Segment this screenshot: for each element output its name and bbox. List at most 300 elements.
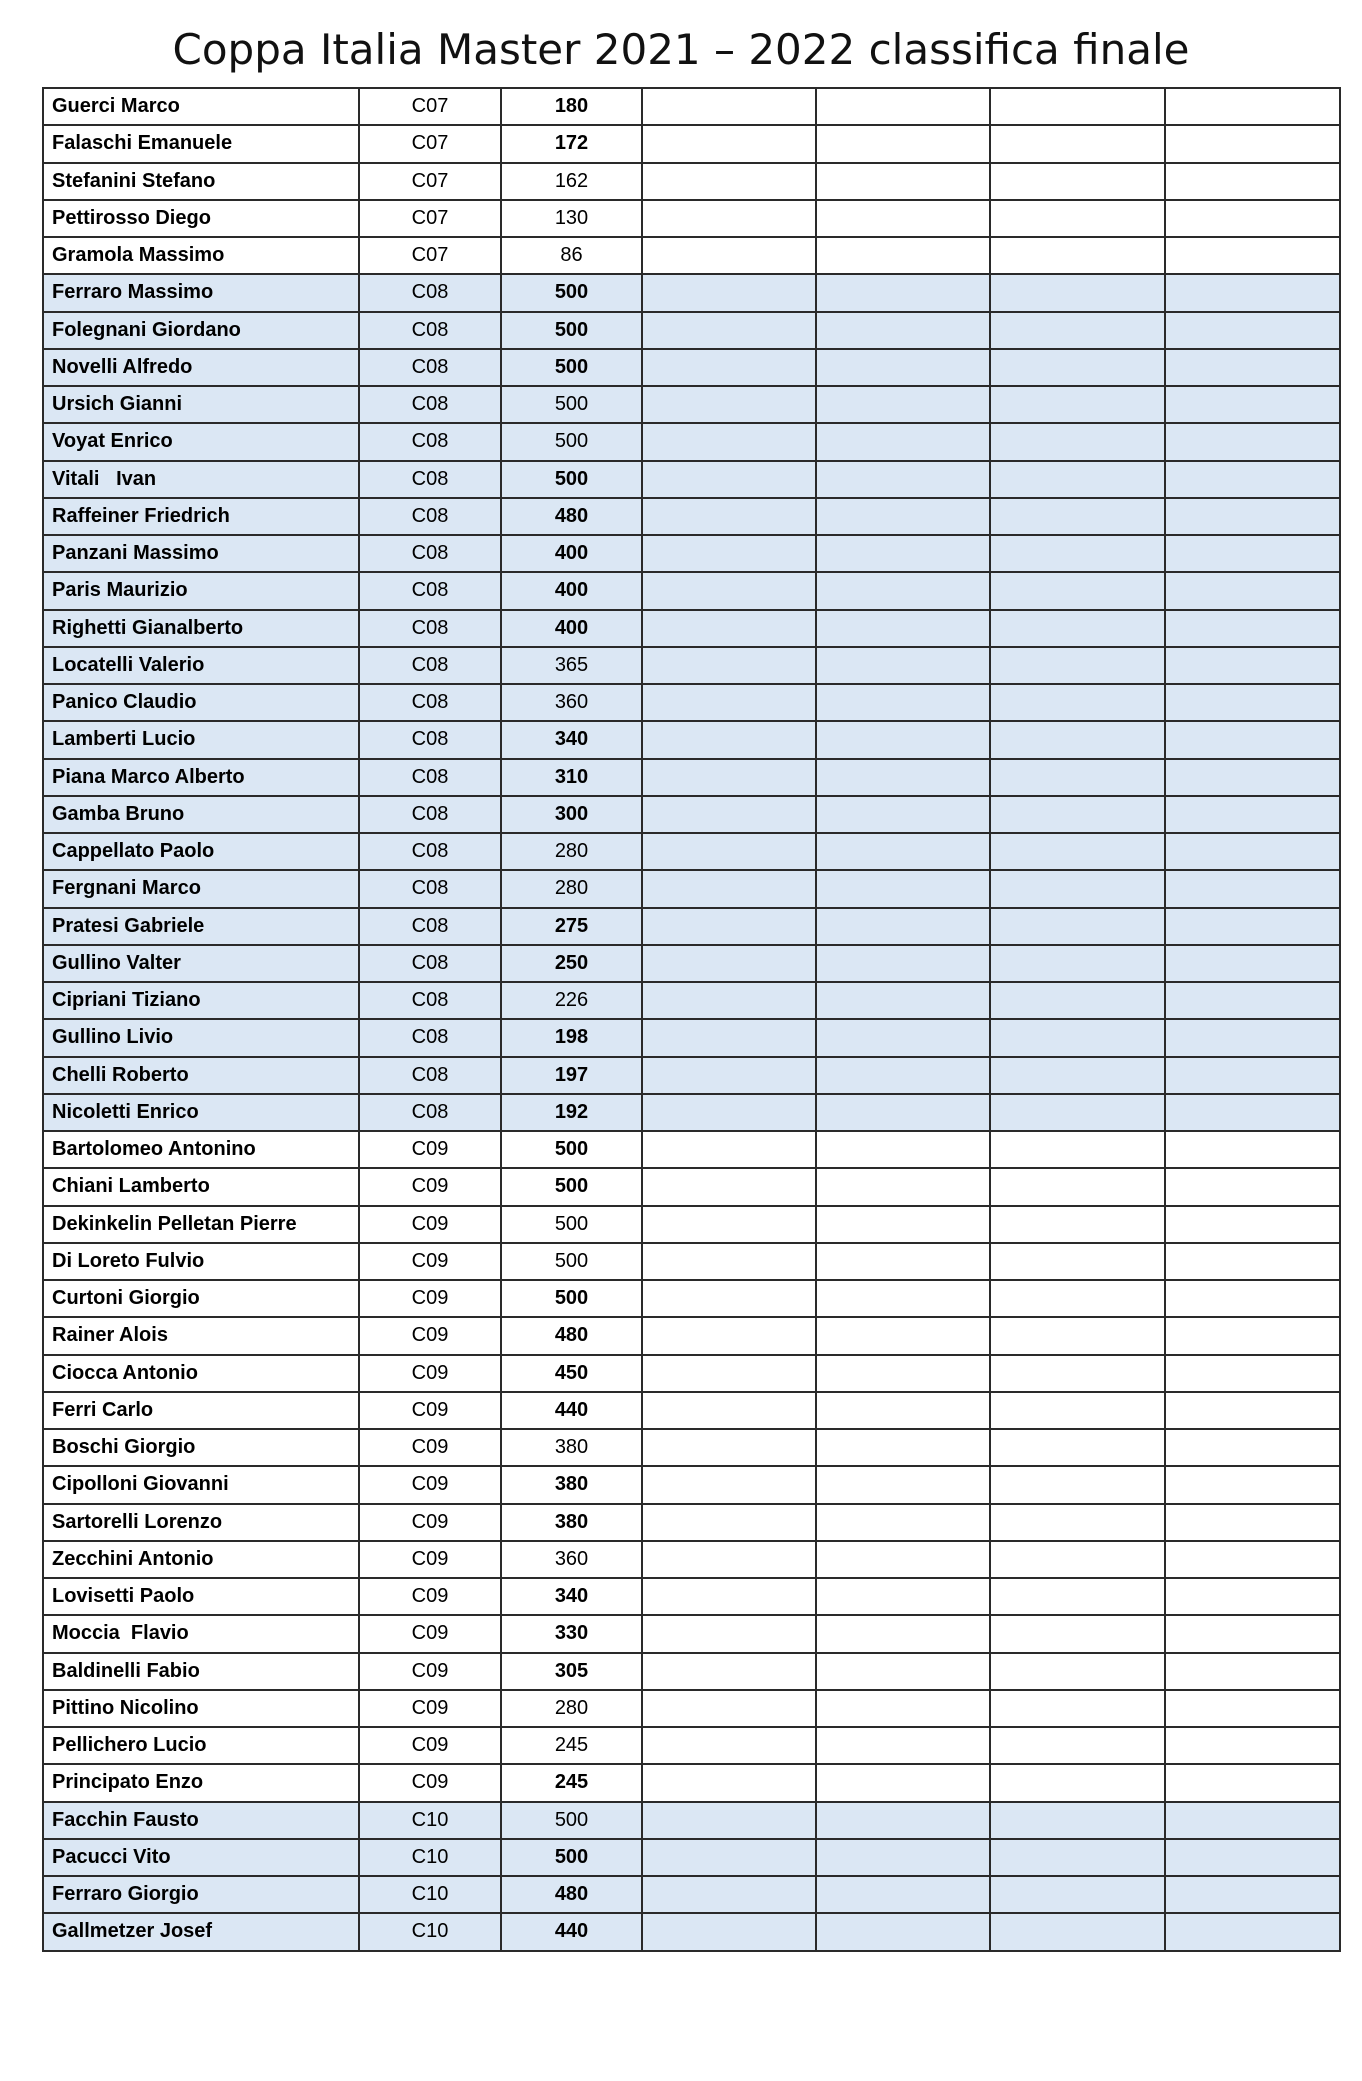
category-cell: C08	[359, 759, 501, 796]
table-row	[43, 461, 1340, 498]
empty-cell	[816, 1653, 990, 1690]
athlete-name: Rainer Alois	[43, 1317, 359, 1354]
points-cell: 365	[501, 647, 642, 684]
table-row	[43, 1392, 1340, 1429]
empty-cell	[990, 1578, 1165, 1615]
table-row	[43, 1653, 1340, 1690]
empty-cell	[1165, 1019, 1340, 1056]
empty-cell	[990, 237, 1165, 274]
category-cell: C09	[359, 1764, 501, 1801]
table-row	[43, 200, 1340, 237]
table-row	[43, 1206, 1340, 1243]
points-cell: 500	[501, 1280, 642, 1317]
athlete-name: Stefanini Stefano	[43, 163, 359, 200]
athlete-name: Pacucci Vito	[43, 1839, 359, 1876]
points-cell: 450	[501, 1355, 642, 1392]
athlete-name: Panico Claudio	[43, 684, 359, 721]
empty-cell	[1165, 982, 1340, 1019]
empty-cell	[1165, 163, 1340, 200]
empty-cell	[816, 1541, 990, 1578]
empty-cell	[1165, 1727, 1340, 1764]
empty-cell	[1165, 274, 1340, 311]
empty-cell	[642, 1615, 816, 1652]
empty-cell	[990, 125, 1165, 162]
empty-cell	[990, 1727, 1165, 1764]
empty-cell	[1165, 1802, 1340, 1839]
points-cell: 180	[501, 88, 642, 125]
athlete-name: Fergnani Marco	[43, 870, 359, 907]
standings-table	[42, 87, 1341, 1952]
empty-cell	[990, 535, 1165, 572]
athlete-name: Cipolloni Giovanni	[43, 1466, 359, 1503]
points-cell: 275	[501, 908, 642, 945]
table-row	[43, 908, 1340, 945]
category-cell: C09	[359, 1317, 501, 1354]
empty-cell	[990, 982, 1165, 1019]
athlete-name: Chelli Roberto	[43, 1057, 359, 1094]
empty-cell	[816, 423, 990, 460]
athlete-name: Pettirosso Diego	[43, 200, 359, 237]
table-row	[43, 498, 1340, 535]
empty-cell	[1165, 535, 1340, 572]
empty-cell	[816, 461, 990, 498]
empty-cell	[642, 200, 816, 237]
table-row	[43, 1839, 1340, 1876]
empty-cell	[642, 796, 816, 833]
empty-cell	[642, 1057, 816, 1094]
table-row	[43, 1429, 1340, 1466]
empty-cell	[990, 684, 1165, 721]
empty-cell	[642, 721, 816, 758]
athlete-name: Bartolomeo Antonino	[43, 1131, 359, 1168]
empty-cell	[816, 386, 990, 423]
category-cell: C10	[359, 1876, 501, 1913]
points-cell: 500	[501, 274, 642, 311]
points-cell: 500	[501, 1131, 642, 1168]
empty-cell	[990, 1392, 1165, 1429]
empty-cell	[816, 982, 990, 1019]
empty-cell	[1165, 237, 1340, 274]
athlete-name: Principato Enzo	[43, 1764, 359, 1801]
empty-cell	[642, 498, 816, 535]
table-row	[43, 237, 1340, 274]
empty-cell	[1165, 312, 1340, 349]
athlete-name: Novelli Alfredo	[43, 349, 359, 386]
athlete-name: Ciocca Antonio	[43, 1355, 359, 1392]
category-cell: C08	[359, 535, 501, 572]
table-row	[43, 274, 1340, 311]
empty-cell	[642, 1690, 816, 1727]
empty-cell	[816, 312, 990, 349]
points-cell: 340	[501, 721, 642, 758]
athlete-name: Lovisetti Paolo	[43, 1578, 359, 1615]
athlete-name: Panzani Massimo	[43, 535, 359, 572]
empty-cell	[816, 1615, 990, 1652]
points-cell: 162	[501, 163, 642, 200]
table-row	[43, 1317, 1340, 1354]
category-cell: C08	[359, 423, 501, 460]
table-row	[43, 1094, 1340, 1131]
empty-cell	[1165, 908, 1340, 945]
athlete-name: Moccia Flavio	[43, 1615, 359, 1652]
empty-cell	[816, 498, 990, 535]
athlete-name: Nicoletti Enrico	[43, 1094, 359, 1131]
empty-cell	[816, 796, 990, 833]
empty-cell	[642, 1355, 816, 1392]
category-cell: C07	[359, 88, 501, 125]
empty-cell	[990, 1317, 1165, 1354]
table-row	[43, 684, 1340, 721]
category-cell: C07	[359, 163, 501, 200]
points-cell: 86	[501, 237, 642, 274]
category-cell: C09	[359, 1168, 501, 1205]
points-cell: 330	[501, 1615, 642, 1652]
empty-cell	[1165, 1913, 1340, 1950]
points-cell: 500	[501, 1802, 642, 1839]
empty-cell	[642, 1653, 816, 1690]
empty-cell	[990, 833, 1165, 870]
category-cell: C08	[359, 870, 501, 907]
empty-cell	[990, 945, 1165, 982]
table-row	[43, 647, 1340, 684]
athlete-name: Di Loreto Fulvio	[43, 1243, 359, 1280]
empty-cell	[990, 647, 1165, 684]
empty-cell	[642, 870, 816, 907]
empty-cell	[642, 1541, 816, 1578]
points-cell: 360	[501, 684, 642, 721]
points-cell: 300	[501, 796, 642, 833]
table-row	[43, 312, 1340, 349]
standings-body	[43, 88, 1340, 1951]
athlete-name: Ferraro Massimo	[43, 274, 359, 311]
points-cell: 280	[501, 833, 642, 870]
category-cell: C09	[359, 1615, 501, 1652]
empty-cell	[990, 498, 1165, 535]
table-row	[43, 833, 1340, 870]
table-row	[43, 1541, 1340, 1578]
points-cell: 310	[501, 759, 642, 796]
empty-cell	[1165, 1466, 1340, 1503]
empty-cell	[1165, 1578, 1340, 1615]
empty-cell	[990, 1355, 1165, 1392]
points-cell: 130	[501, 200, 642, 237]
points-cell: 192	[501, 1094, 642, 1131]
empty-cell	[990, 796, 1165, 833]
empty-cell	[642, 1466, 816, 1503]
empty-cell	[816, 945, 990, 982]
empty-cell	[816, 1206, 990, 1243]
empty-cell	[990, 1541, 1165, 1578]
category-cell: C08	[359, 498, 501, 535]
table-row	[43, 88, 1340, 125]
athlete-name: Pellichero Lucio	[43, 1727, 359, 1764]
empty-cell	[816, 1392, 990, 1429]
table-row	[43, 1131, 1340, 1168]
table-row	[43, 1913, 1340, 1950]
empty-cell	[642, 1578, 816, 1615]
empty-cell	[990, 1876, 1165, 1913]
category-cell: C09	[359, 1355, 501, 1392]
empty-cell	[642, 1764, 816, 1801]
empty-cell	[1165, 1355, 1340, 1392]
category-cell: C09	[359, 1131, 501, 1168]
athlete-name: Piana Marco Alberto	[43, 759, 359, 796]
points-cell: 198	[501, 1019, 642, 1056]
points-cell: 380	[501, 1429, 642, 1466]
category-cell: C07	[359, 200, 501, 237]
empty-cell	[990, 1131, 1165, 1168]
empty-cell	[816, 1057, 990, 1094]
empty-cell	[642, 1094, 816, 1131]
empty-cell	[816, 1839, 990, 1876]
empty-cell	[1165, 684, 1340, 721]
category-cell: C08	[359, 833, 501, 870]
empty-cell	[990, 423, 1165, 460]
athlete-name: Gullino Valter	[43, 945, 359, 982]
empty-cell	[990, 908, 1165, 945]
empty-cell	[642, 237, 816, 274]
category-cell: C08	[359, 1094, 501, 1131]
empty-cell	[642, 312, 816, 349]
athlete-name: Folegnani Giordano	[43, 312, 359, 349]
category-cell: C08	[359, 349, 501, 386]
athlete-name: Righetti Gianalberto	[43, 610, 359, 647]
empty-cell	[990, 163, 1165, 200]
category-cell: C09	[359, 1727, 501, 1764]
empty-cell	[990, 1094, 1165, 1131]
empty-cell	[990, 610, 1165, 647]
table-row	[43, 1466, 1340, 1503]
table-row	[43, 1615, 1340, 1652]
empty-cell	[816, 1243, 990, 1280]
athlete-name: Zecchini Antonio	[43, 1541, 359, 1578]
empty-cell	[816, 1094, 990, 1131]
table-row	[43, 1504, 1340, 1541]
empty-cell	[642, 1206, 816, 1243]
athlete-name: Baldinelli Fabio	[43, 1653, 359, 1690]
empty-cell	[642, 1876, 816, 1913]
table-row	[43, 1690, 1340, 1727]
empty-cell	[990, 312, 1165, 349]
athlete-name: Facchin Fausto	[43, 1802, 359, 1839]
table-row	[43, 572, 1340, 609]
empty-cell	[642, 1019, 816, 1056]
table-row	[43, 125, 1340, 162]
empty-cell	[1165, 1876, 1340, 1913]
empty-cell	[816, 1131, 990, 1168]
category-cell: C08	[359, 274, 501, 311]
empty-cell	[816, 535, 990, 572]
empty-cell	[816, 1802, 990, 1839]
empty-cell	[642, 461, 816, 498]
empty-cell	[990, 721, 1165, 758]
empty-cell	[816, 1429, 990, 1466]
points-cell: 500	[501, 1206, 642, 1243]
points-cell: 500	[501, 1168, 642, 1205]
points-cell: 440	[501, 1392, 642, 1429]
empty-cell	[990, 759, 1165, 796]
empty-cell	[642, 423, 816, 460]
table-row	[43, 386, 1340, 423]
athlete-name: Cappellato Paolo	[43, 833, 359, 870]
empty-cell	[990, 274, 1165, 311]
category-cell: C08	[359, 982, 501, 1019]
empty-cell	[1165, 1504, 1340, 1541]
points-cell: 400	[501, 572, 642, 609]
empty-cell	[1165, 1690, 1340, 1727]
empty-cell	[1165, 498, 1340, 535]
empty-cell	[816, 1727, 990, 1764]
empty-cell	[816, 833, 990, 870]
category-cell: C08	[359, 386, 501, 423]
points-cell: 280	[501, 870, 642, 907]
athlete-name: Cipriani Tiziano	[43, 982, 359, 1019]
empty-cell	[816, 1280, 990, 1317]
category-cell: C09	[359, 1466, 501, 1503]
table-row	[43, 349, 1340, 386]
table-row	[43, 796, 1340, 833]
empty-cell	[990, 200, 1165, 237]
athlete-name: Falaschi Emanuele	[43, 125, 359, 162]
empty-cell	[642, 945, 816, 982]
empty-cell	[642, 274, 816, 311]
points-cell: 380	[501, 1466, 642, 1503]
table-row	[43, 1280, 1340, 1317]
table-row	[43, 759, 1340, 796]
category-cell: C09	[359, 1243, 501, 1280]
table-row	[43, 1057, 1340, 1094]
table-row	[43, 1802, 1340, 1839]
athlete-name: Chiani Lamberto	[43, 1168, 359, 1205]
table-row	[43, 982, 1340, 1019]
empty-cell	[642, 684, 816, 721]
empty-cell	[1165, 572, 1340, 609]
empty-cell	[816, 1578, 990, 1615]
empty-cell	[642, 833, 816, 870]
empty-cell	[642, 572, 816, 609]
empty-cell	[642, 1429, 816, 1466]
table-row	[43, 1578, 1340, 1615]
category-cell: C10	[359, 1802, 501, 1839]
table-row	[43, 610, 1340, 647]
points-cell: 360	[501, 1541, 642, 1578]
empty-cell	[642, 610, 816, 647]
points-cell: 500	[501, 1839, 642, 1876]
empty-cell	[816, 1913, 990, 1950]
points-cell: 340	[501, 1578, 642, 1615]
points-cell: 480	[501, 1876, 642, 1913]
empty-cell	[642, 125, 816, 162]
empty-cell	[816, 1355, 990, 1392]
athlete-name: Paris Maurizio	[43, 572, 359, 609]
athlete-name: Vitali Ivan	[43, 461, 359, 498]
empty-cell	[1165, 833, 1340, 870]
empty-cell	[1165, 1615, 1340, 1652]
category-cell: C08	[359, 945, 501, 982]
empty-cell	[990, 870, 1165, 907]
empty-cell	[990, 349, 1165, 386]
points-cell: 280	[501, 1690, 642, 1727]
table-row	[43, 1243, 1340, 1280]
athlete-name: Curtoni Giorgio	[43, 1280, 359, 1317]
empty-cell	[990, 1764, 1165, 1801]
empty-cell	[990, 1615, 1165, 1652]
category-cell: C07	[359, 125, 501, 162]
empty-cell	[1165, 1317, 1340, 1354]
empty-cell	[642, 349, 816, 386]
empty-cell	[816, 1168, 990, 1205]
empty-cell	[816, 1876, 990, 1913]
category-cell: C08	[359, 796, 501, 833]
empty-cell	[642, 908, 816, 945]
empty-cell	[1165, 125, 1340, 162]
table-row	[43, 1168, 1340, 1205]
empty-cell	[990, 1466, 1165, 1503]
empty-cell	[990, 1280, 1165, 1317]
empty-cell	[990, 1429, 1165, 1466]
category-cell: C09	[359, 1504, 501, 1541]
empty-cell	[990, 1206, 1165, 1243]
category-cell: C10	[359, 1839, 501, 1876]
empty-cell	[990, 1504, 1165, 1541]
empty-cell	[816, 125, 990, 162]
empty-cell	[1165, 1764, 1340, 1801]
table-row	[43, 1727, 1340, 1764]
empty-cell	[1165, 423, 1340, 460]
empty-cell	[990, 1168, 1165, 1205]
table-row	[43, 535, 1340, 572]
points-cell: 226	[501, 982, 642, 1019]
category-cell: C08	[359, 721, 501, 758]
points-cell: 480	[501, 1317, 642, 1354]
athlete-name: Ferraro Giorgio	[43, 1876, 359, 1913]
empty-cell	[1165, 610, 1340, 647]
empty-cell	[1165, 1094, 1340, 1131]
empty-cell	[642, 163, 816, 200]
empty-cell	[1165, 721, 1340, 758]
empty-cell	[1165, 1392, 1340, 1429]
empty-cell	[1165, 759, 1340, 796]
empty-cell	[642, 88, 816, 125]
category-cell: C07	[359, 237, 501, 274]
table-row	[43, 870, 1340, 907]
category-cell: C09	[359, 1206, 501, 1243]
points-cell: 500	[501, 312, 642, 349]
category-cell: C08	[359, 572, 501, 609]
table-row	[43, 163, 1340, 200]
empty-cell	[816, 610, 990, 647]
empty-cell	[816, 908, 990, 945]
empty-cell	[990, 88, 1165, 125]
empty-cell	[1165, 647, 1340, 684]
empty-cell	[1165, 386, 1340, 423]
empty-cell	[642, 1727, 816, 1764]
empty-cell	[642, 982, 816, 1019]
athlete-name: Pittino Nicolino	[43, 1690, 359, 1727]
athlete-name: Boschi Giorgio	[43, 1429, 359, 1466]
category-cell: C08	[359, 684, 501, 721]
athlete-name: Pratesi Gabriele	[43, 908, 359, 945]
athlete-name: Guerci Marco	[43, 88, 359, 125]
empty-cell	[990, 1653, 1165, 1690]
points-cell: 500	[501, 423, 642, 460]
empty-cell	[990, 386, 1165, 423]
empty-cell	[1165, 1541, 1340, 1578]
table-row	[43, 1764, 1340, 1801]
empty-cell	[816, 1019, 990, 1056]
empty-cell	[642, 386, 816, 423]
empty-cell	[642, 1802, 816, 1839]
